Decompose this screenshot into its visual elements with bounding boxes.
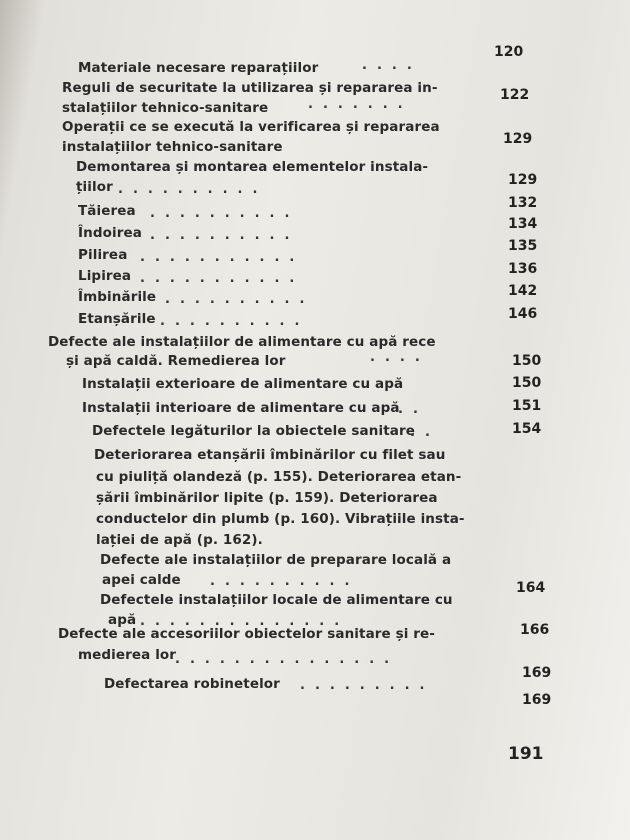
toc-leader-dots: ..........: [160, 314, 310, 329]
toc-entry-title: Defecte ale instalațiilor de preparare locală a: [100, 552, 452, 568]
toc-leader-dots: ..........: [165, 292, 315, 307]
toc-entry-title: Defecte ale instalațiilor de alimentare cu apă rece: [48, 334, 436, 350]
toc-page-number: 129: [503, 131, 533, 147]
toc-page-number: 150: [512, 375, 542, 391]
toc-entry-title: Pilirea: [78, 247, 128, 263]
toc-page-number: 169: [522, 665, 552, 681]
toc-entry-title: Defectarea robinetelor: [104, 676, 280, 692]
toc-entry-continuation: țiilor: [76, 179, 113, 195]
toc-page-number: 151: [512, 398, 542, 414]
toc-page-number: 169: [522, 692, 552, 708]
page-folio-number: 191: [508, 744, 544, 764]
toc-entry-title: Demontarea și montarea elementelor instala-: [76, 159, 429, 175]
toc-subtopic-line: șării îmbinărilor lipite (p. 159). Deteriorarea: [96, 490, 438, 506]
toc-entry-title: Lipirea: [78, 268, 132, 284]
toc-subtopic-line: Deteriorarea etanșării îmbinărilor cu filet sau: [94, 447, 446, 463]
toc-leader-dots: ..........: [150, 228, 300, 243]
toc-leader-dots: ...........: [140, 271, 305, 286]
toc-entry-title: Defectele legăturilor la obiectele sanitare: [92, 423, 415, 439]
toc-page-number: 166: [520, 622, 550, 638]
toc-entry-continuation: apei calde: [102, 572, 181, 588]
toc-leader-dots: ..: [410, 425, 440, 440]
toc-page-number: 164: [516, 580, 546, 596]
toc-leader-dots: .........: [300, 678, 435, 693]
toc-leader-dots: .......: [308, 97, 413, 112]
toc-entry-continuation: instalațiilor tehnico-sanitare: [62, 139, 283, 155]
toc-entry-title: Defectele instalațiilor locale de alimentare cu: [100, 592, 453, 608]
toc-leader-dots: ..........: [150, 206, 300, 221]
toc-entry-title: Etanșările: [78, 311, 156, 327]
toc-entry-title: Reguli de securitate la utilizarea și repararea in-: [62, 80, 438, 96]
toc-page-number: 136: [508, 261, 538, 277]
toc-page-number: 134: [508, 216, 538, 232]
toc-entry-title: Îndoirea: [78, 225, 142, 241]
toc-entry-title: Materiale necesare reparațiilor: [78, 60, 319, 76]
toc-leader-dots: ..: [398, 402, 428, 417]
toc-entry-title: Instalații interioare de alimentare cu apă: [82, 400, 400, 416]
toc-entry-title: Instalații exterioare de alimentare cu apă: [82, 376, 404, 392]
toc-entry-title: Defecte ale accesoriilor obiectelor sanitare și re-: [58, 626, 435, 642]
toc-page-number: 154: [512, 421, 542, 437]
toc-page-number: 150: [512, 353, 542, 369]
toc-page-number: 132: [508, 195, 538, 211]
toc-leader-dots: ...............: [175, 652, 400, 667]
toc-page-number: 120: [494, 44, 524, 60]
toc-leader-dots: ..........: [210, 574, 360, 589]
toc-leader-dots: ....: [370, 350, 430, 365]
toc-page-number: 135: [508, 238, 538, 254]
toc-entry-title: Operații ce se execută la verificarea și repararea: [62, 119, 440, 135]
toc-subtopic-line: lației de apă (p. 162).: [96, 532, 263, 548]
toc-page-number: 142: [508, 283, 538, 299]
toc-leader-dots: ..........: [118, 182, 268, 197]
toc-page-number: 146: [508, 306, 538, 322]
toc-entry-title: Îmbinările: [78, 289, 157, 305]
toc-entry-title: Tăierea: [78, 203, 136, 219]
toc-page-number: 129: [508, 172, 538, 188]
toc-entry-continuation: apă: [108, 612, 137, 628]
toc-leader-dots: ....: [362, 58, 422, 73]
toc-page-number: 122: [500, 87, 530, 103]
toc-subtopic-line: cu piuliță olandeză (p. 155). Deteriorarea etan-: [96, 469, 462, 485]
toc-entry-continuation: stalațiilor tehnico-sanitare: [62, 100, 269, 116]
toc-entry-continuation: medierea lor: [78, 647, 177, 663]
toc-leader-dots: ...........: [140, 250, 305, 265]
toc-subtopic-line: conductelor din plumb (p. 160). Vibrațiile insta-: [96, 511, 465, 527]
toc-leader-dots: ..............: [140, 614, 350, 629]
toc-entry-continuation: și apă caldă. Remedierea lor: [66, 353, 286, 369]
